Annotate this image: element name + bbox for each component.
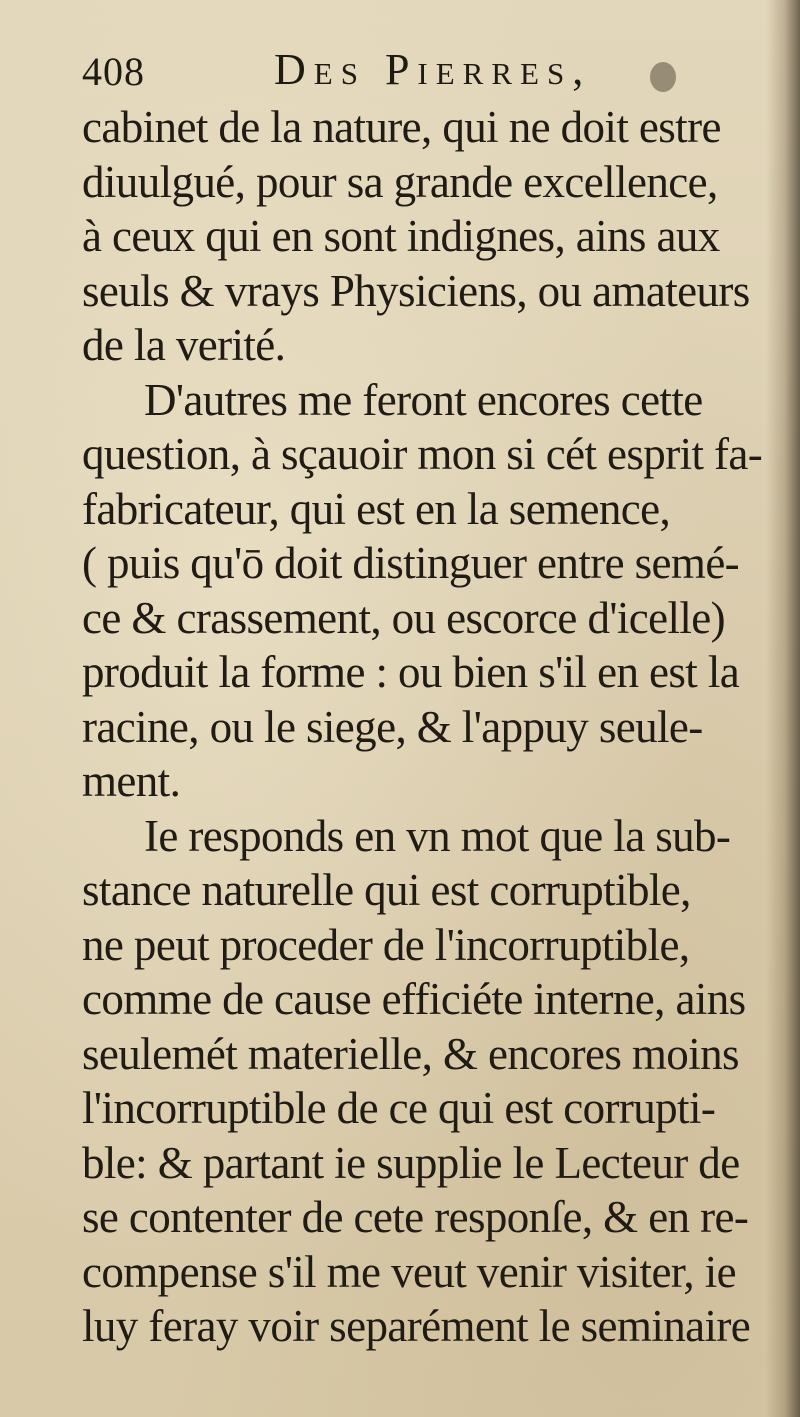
text-line: seuls & vrays Physiciens, ou amateurs [82, 265, 750, 316]
text-line: question, à sçauoir mon si cét esprit fa- [82, 429, 763, 479]
text-line: à ceux qui en sont indignes, ains aux [82, 211, 720, 261]
paragraph-start-line: Ie responds en vn mot que la sub- [144, 810, 731, 861]
text-line: compense s'il me veut venir visiter, ie [82, 1246, 736, 1297]
text-line: se contenter de cete responſe, & en re- [82, 1192, 749, 1242]
running-title: Des Pierres, [274, 45, 592, 94]
text-line: seulemét materielle, & encores moins [82, 1028, 739, 1079]
text-line: de la verité. [82, 320, 286, 370]
page-number: 408 [82, 49, 145, 94]
text-line: ble: & partant ie supplie le Lecteur de [82, 1137, 740, 1188]
text-line: produit la forme : ou bien s'il en est la [82, 647, 740, 697]
text-line: diuulgué, pour sa grande excellence, [82, 156, 718, 207]
text-line: fabricateur, qui est en la semence, [82, 483, 671, 534]
text-line: l'incorruptible de ce qui est corrupti- [82, 1083, 716, 1133]
text-line: ( puis qu'ō doit distinguer entre semé- [82, 538, 740, 588]
text-line: ce & crassement, ou escorce d'icelle) [82, 592, 726, 643]
page-header [82, 44, 722, 104]
text-line: comme de cause efficiéte interne, ains [82, 974, 746, 1024]
text-line: ne peut proceder de l'incorruptible, [82, 919, 690, 970]
paragraph-start-line: D'autres me feront encores cette [144, 374, 703, 425]
text-line: ment. [82, 756, 181, 806]
body-text [82, 100, 772, 1354]
text-line: racine, ou le siege, & l'appuy seule- [82, 701, 703, 752]
text-line: cabinet de la nature, qui ne doit estre [82, 102, 721, 152]
text-line: luy feray voir separément le seminaire [82, 1301, 751, 1351]
text-line: stance naturelle qui est corruptible, [82, 865, 691, 915]
